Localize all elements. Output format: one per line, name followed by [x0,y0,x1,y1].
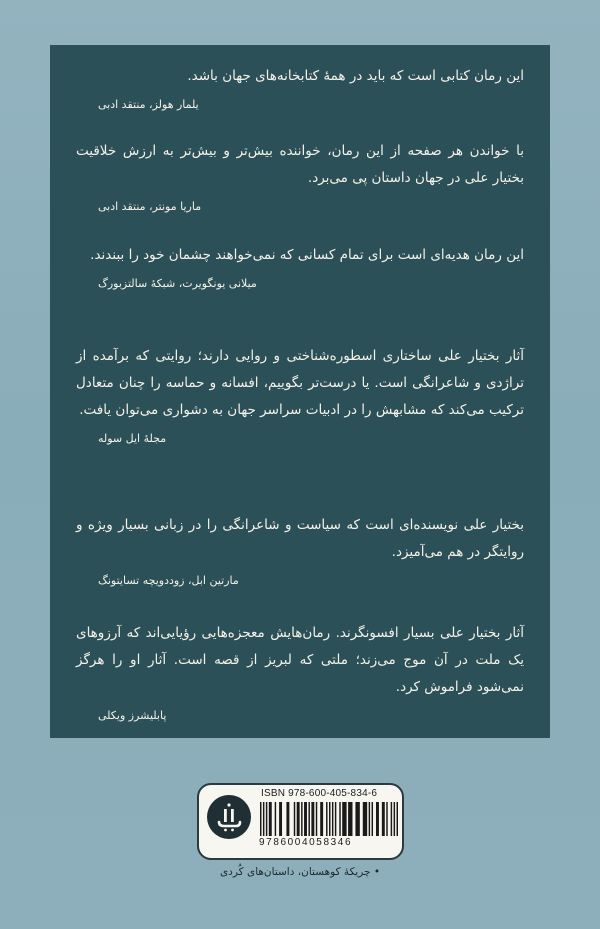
barcode-bar [332,802,333,836]
barcode-bar [382,802,385,836]
barcode-bar [308,802,309,836]
barcode-bar [391,802,392,836]
quote-block-6 [76,620,524,725]
barcode-bar [348,802,352,836]
quote-source: پابلیشرز ویکلی [98,709,167,722]
quote-text: این رمان هدیه‌ای است برای تمام کسانی که نمی‌خواهند چشمان خود را ببندند. [90,247,524,263]
barcode-bar [326,802,327,836]
barcode-bar [294,802,295,836]
barcode-bar [275,802,276,836]
saless-publisher-logo-icon [207,795,251,839]
barcode-bar [269,802,272,836]
quote-text: بختیار علی نویسنده‌ای است که سیاست و شاعرانگی را در زبانی بسیار ویژه و روایتگر در هم می‌آمیزد. [76,517,524,560]
quote-source: ماریا مونتر، منتقد ادبی [98,200,202,213]
quote-text: با خواندن هر صفحه از این رمان، خواننده بیش‌تر و بیش‌تر به ارزش خلاقیت بختیار علی در جهان داستان پی می‌برد. [76,143,524,186]
barcode-bar [335,802,336,836]
barcode-bar [386,802,387,836]
barcode-digits: 9786004058346 [259,837,353,848]
barcode-bars [259,802,399,836]
isbn-barcode-box [197,783,404,860]
quote-text: این رمان کتابی است که باید در همهٔ کتابخانه‌های جهان باشد. [187,68,524,84]
blurb-panel [50,45,550,738]
quote-source: میلانی یونگویرت، شبکهٔ سالتزبورگ [98,277,257,290]
barcode-bar [263,802,264,836]
isbn-label: ISBN 978-600-405-834-6 [261,788,378,799]
barcode-bar [316,802,317,836]
barcode-bar [266,802,267,836]
barcode-bar [355,802,359,836]
barcode-bar [397,802,398,836]
barcode-bar [329,802,330,836]
barcode-bar [279,802,282,836]
barcode-bar [311,802,314,836]
quote-source: مارتین ابل، زوددویچه تسایتونگ [98,574,239,587]
barcode-bar [376,802,379,836]
series-title: • چریکهٔ کوهستان، داستان‌های کُردی [219,866,381,878]
barcode-bar [369,802,370,836]
quote-block-1 [76,63,524,114]
barcode-bar [297,802,300,836]
barcode-bar [286,802,289,836]
quote-block-5 [76,512,524,590]
barcode-bar [363,802,367,836]
barcode-bar [260,802,261,836]
barcode-bar [342,802,346,836]
quote-block-3 [76,242,524,293]
barcode-bar [394,802,395,836]
barcode-bar [339,802,340,836]
quote-text: آثار بختیار علی ساختاری اسطوره‌شناختی و روایی دارند؛ روایتی که برآمده از تراژدی و شاعرانگی است. یا درست‌تر بگوییم، افسانه و حماسه را چنان متعادل ترکیب می‌کند که مشابهش را در ادبیات سراسر جهان به دشواری می‌توان یافت. [76,348,524,418]
barcode-bar [372,802,373,836]
barcode-bar [304,802,307,836]
barcode-bar [320,802,323,836]
quote-source: مجلهٔ ایل سوله [98,432,167,445]
quote-source: یلمار هولز، منتقد ادبی [98,98,199,111]
quote-block-4 [76,343,524,448]
quote-text: آثار بختیار علی بسیار افسونگرند. رمان‌هایش معجزه‌هایی رؤیایی‌اند که آرزوهای یک ملت در آن موج می‌زند؛ ملتی که لبریز از قصه است. آثار او را هرگز نمی‌شود فراموش کرد. [76,625,524,695]
quote-block-2 [76,138,524,216]
barcode-bar [301,802,302,836]
publisher-logo [207,795,251,839]
